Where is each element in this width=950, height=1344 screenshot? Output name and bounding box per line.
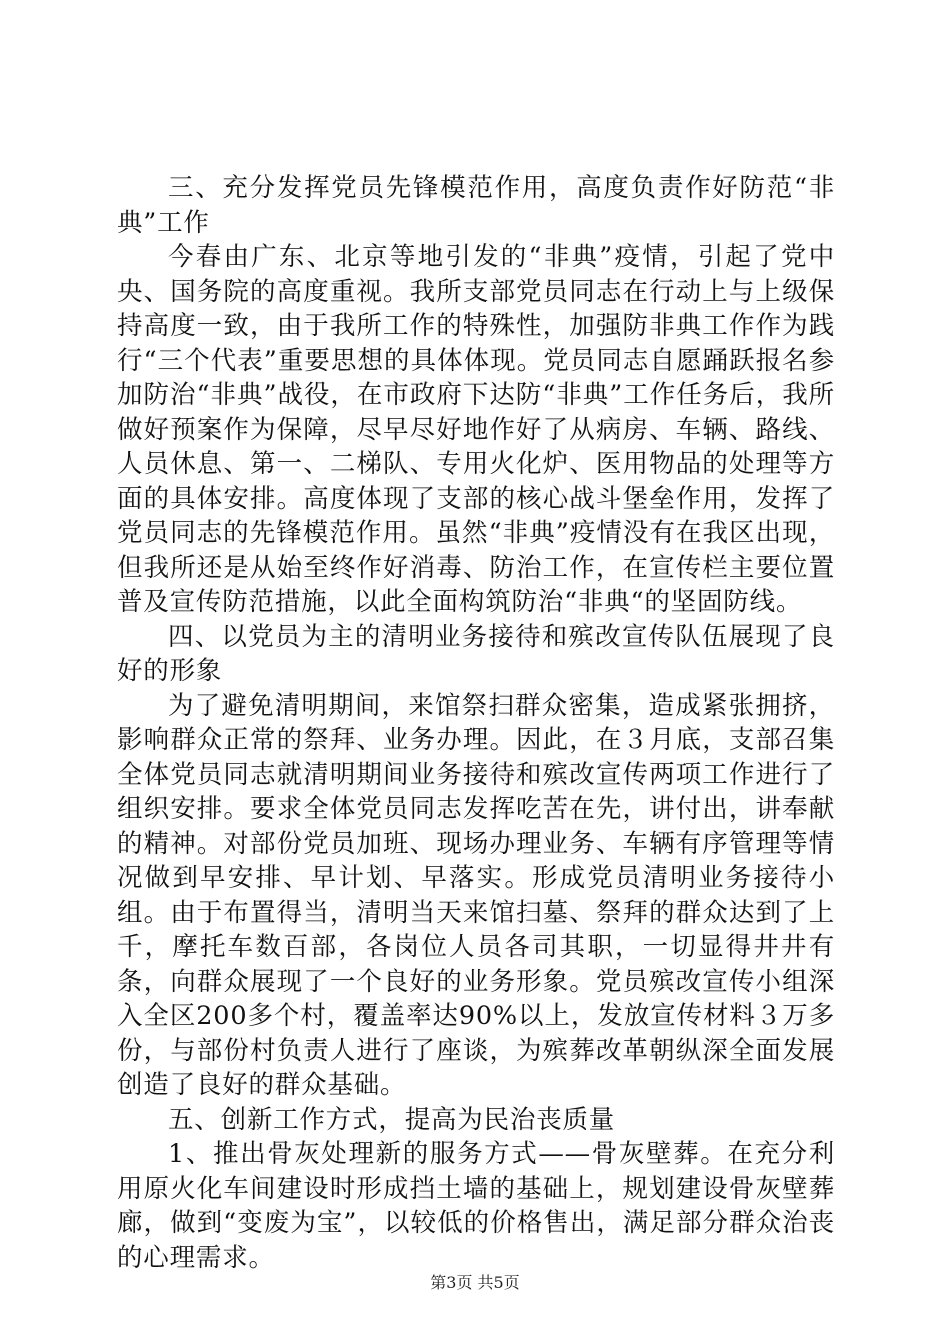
body-paragraph: 今春由广东、北京等地引发的“非典”疫情，引起了党中央、国务院的高度重视。我所支部党员同志在行动上与上级保持高度一致，由于我所工作的特殊性，加强防非典工作作为践行“三个代表”重要思想的具体体现。党员同志自愿踊跃报名参加防治“非典”战役，在市政府下达防“非典”工作任务后，我所做好预案作为保障，尽早尽好地作好了从病房、车辆、路线、人员休息、第一、二梯队、专用火化炉、医用物品的处理等方面的具体安排。高度体现了支部的核心战斗堡垒作用，发挥了党员同志的先锋模范作用。虽然“非典”疫情没有在我区出现，但我所还是从始至终作好消毒、防治工作，在宣传栏主要位置普及宣传防范措施，以此全面构筑防治“非典“的坚固防线。 bbox=[117, 242, 835, 617]
section-heading-5: 五、创新工作方式，提高为民治丧质量 bbox=[168, 1104, 616, 1135]
section-heading-4: 四、以党员为主的清明业务接待和殡改宣传队伍展现了良好的形象 bbox=[117, 621, 835, 686]
body-paragraph: 为了避免清明期间，来馆祭扫群众密集，造成紧张拥挤，影响群众正常的祭拜、业务办理。因此，在３月底，支部召集全体党员同志就清明期间业务接待和殡改宣传两项工作进行了组织安排。要求全体党员同志发挥吃苦在先，讲付出，讲奉献的精神。对部份党员加班、现场办理业务、车辆有序管理等情况做到早安排、早计划、早落实。形成党员清明业务接待小组。由于布置得当，清明当天来馆扫墓、祭拜的群众达到了上千，摩托车数百部，各岗位人员各司其职，一切显得井井有条，向群众展现了一个良好的业务形象。党员殡改宣传小组深入全区200多个村，覆盖率达90%以上，发放宣传材料３万多份，与部份村负责人进行了座谈，为殡葬改革朝纵深全面发展创造了良好的群众基础。 bbox=[117, 690, 835, 1100]
document-body bbox=[117, 171, 835, 1275]
page-number-footer: 第3页 共5页 bbox=[430, 1273, 520, 1292]
body-paragraph: 1、推出骨灰处理新的服务方式——骨灰壁葬。在充分利用原火化车间建设时形成挡土墙的基础上，规划建设骨灰壁葬廊，做到“变废为宝”，以较低的价格售出，满足部分群众治丧的心理需求。 bbox=[117, 1139, 835, 1273]
section-heading-3: 三、充分发挥党员先锋模范作用，高度负责作好防范“非典”工作 bbox=[117, 173, 835, 238]
